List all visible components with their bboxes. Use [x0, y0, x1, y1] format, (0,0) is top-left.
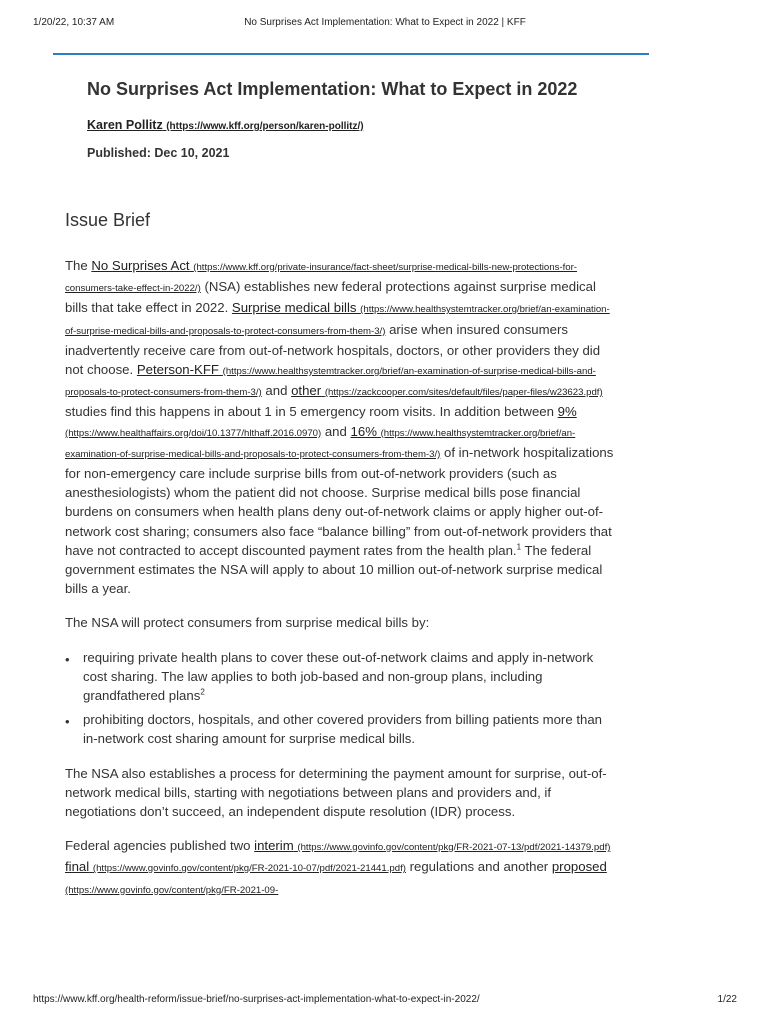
published-date: Published: Dec 10, 2021: [87, 146, 230, 160]
article-body: [65, 256, 617, 915]
link-url: (https://www.healthaffairs.org/doi/10.1377/hlthaff.2016.0970): [65, 427, 322, 439]
author-line: [87, 118, 364, 132]
print-document-title: No Surprises Act Implementation: What to Expect in 2022 | KFF: [244, 17, 526, 28]
paragraph-regulations: [65, 836, 617, 900]
footnote-2-link[interactable]: 2: [200, 687, 205, 697]
text-run: The federal government estimates the NSA will apply to about 10 million out-of-network surprise medical bills a year.: [65, 542, 603, 597]
text-run: regulations and another: [405, 859, 552, 875]
link-text: interim: [254, 838, 294, 854]
text-run: (NSA) establishes new federal protections against surprise medical bills that take effect in 2022.: [65, 279, 596, 316]
link-text: proposed: [551, 859, 607, 875]
list-item-text: requiring private health plans to cover these out-of-network claims and apply in-network cost sharing. The law applies to both job-based and non-group plans, including grandfathered plans: [83, 649, 594, 704]
link-text: 16%: [350, 423, 377, 439]
list-item: [65, 648, 617, 706]
print-page-url: https://www.kff.org/health-reform/issue-brief/no-surprises-act-implementation-what-to-expect-in-2022/: [33, 994, 480, 1005]
protections-list: [65, 648, 617, 749]
link-text: No Surprises Act: [91, 258, 190, 273]
text-run: arise when insured consumers inadvertently receive care from out-of-network hospitals, doctors, or other providers they did not choose.: [65, 321, 601, 378]
link-url: (https://www.healthsystemtracker.org/brief/an-examination-of-surprise-medical-bills-and-proposals-to-protect-consumers-from-them-3/): [65, 427, 576, 460]
link-url: (https://www.govinfo.gov/content/pkg/FR-2021-09-: [65, 884, 279, 896]
link-text: Surprise medical bills: [231, 300, 357, 316]
text-run: studies find this happens in about 1 in 5 emergency room visits. In addition between: [65, 404, 558, 420]
author-name: Karen Pollitz: [87, 118, 163, 132]
article-title: No Surprises Act Implementation: What to Expect in 2022: [87, 79, 578, 99]
link-text: Peterson-KFF: [136, 362, 219, 378]
link-url: (https://www.healthsystemtracker.org/brief/an-examination-of-surprise-medical-bills-and-proposals-to-protect-consumers-from-them-3/): [65, 366, 596, 399]
text-run: Federal agencies published two: [65, 838, 255, 854]
link-text: final: [65, 859, 90, 875]
section-title: Issue Brief: [65, 210, 151, 230]
paragraph-idr-process: The NSA also establishes a process for determining the payment amount for surprise, out-of-network medical bills, starting with negotiations between plans and providers and, if negotiations don’t succeed, an independent dispute resolution (IDR) process.: [65, 765, 607, 820]
link-url: (https://www.kff.org/private-insurance/fact-sheet/surprise-medical-bills-new-protections-for-consumers-take-effect-in-2022/): [65, 262, 577, 295]
link-text: other: [291, 383, 322, 399]
interim-link[interactable]: [254, 838, 610, 853]
link-url: (https://www.govinfo.gov/content/pkg/FR-2021-10-07/pdf/2021-21441.pdf): [92, 863, 406, 875]
author-link[interactable]: [87, 118, 364, 132]
accent-bar: [53, 53, 649, 55]
list-item: [65, 710, 617, 748]
final-link[interactable]: [65, 859, 406, 874]
list-item-text: prohibiting doctors, hospitals, and other covered providers from billing patients more than in-network cost sharing amount for surprise medical bills.: [83, 712, 602, 747]
text-run: The: [65, 258, 92, 273]
link-text: 9%: [557, 404, 577, 420]
text-run: and: [261, 383, 292, 399]
link-url: (https://www.govinfo.gov/content/pkg/FR-2021-07-13/pdf/2021-14379.pdf): [297, 842, 611, 854]
other-studies-link[interactable]: [291, 383, 603, 398]
print-page-number: 1/22: [717, 994, 737, 1005]
paragraph-intro: [65, 256, 617, 598]
link-url: (https://www.healthsystemtracker.org/brief/an-examination-of-surprise-medical-bills-and-proposals-to-protect-consumers-from-them-3/): [65, 304, 610, 337]
bullet-marker: •: [65, 651, 70, 667]
author-url: (https://www.kff.org/person/karen-pollitz/): [166, 121, 364, 132]
print-timestamp: 1/20/22, 10:37 AM: [33, 17, 115, 28]
text-run: and: [321, 423, 351, 439]
bullet-marker: •: [65, 714, 70, 730]
link-url: (https://zackcooper.com/sites/default/files/paper-files/w23623.pdf): [324, 387, 603, 399]
paragraph-protections-intro: The NSA will protect consumers from surprise medical bills by:: [65, 615, 430, 631]
text-run: of in-network hospitalizations for non-emergency care include surprise bills from out-of-network providers (such as anesthesiologists) whom the patient did not choose. Surprise medical bills pose financial burdens on consumers when health plans deny out-of-network claims or apply higher out-of-network cost sharing; consumers also face “balance billing” from out-of-network providers that have not contracted to accept discounted payment rates from the health plan.: [65, 444, 614, 558]
footnote-1-link[interactable]: 1: [516, 542, 522, 552]
